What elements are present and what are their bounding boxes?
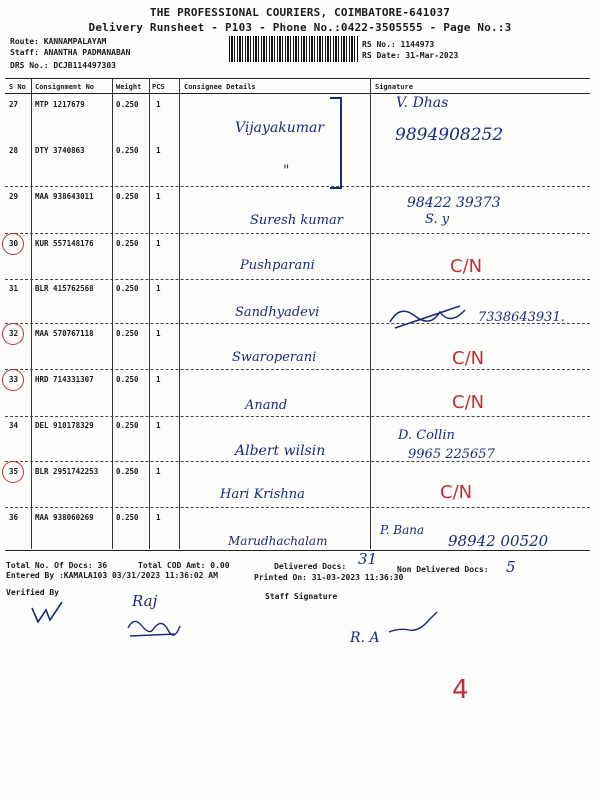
- route-label: Route: KANNAMPALAYAM: [10, 37, 107, 46]
- row-sno: 27: [9, 100, 19, 109]
- col-rule: [31, 79, 32, 549]
- row-weight: 0.250: [116, 375, 139, 384]
- row-sno: 31: [9, 284, 19, 293]
- row-sno: 34: [9, 421, 19, 430]
- row-pcs: 1: [156, 375, 161, 384]
- col-rule: [179, 79, 180, 549]
- row-weight: 0.250: [116, 239, 139, 248]
- row-consignment: MTP 1217679: [35, 100, 85, 109]
- row-sno: 28: [9, 146, 19, 155]
- page-mark: 4: [452, 675, 469, 705]
- delivered-label: Delivered Docs:: [274, 562, 347, 571]
- row-consignment: MAA 938060269: [35, 513, 94, 522]
- row-consignment: DEL 910178329: [35, 421, 94, 430]
- rs-number: RS No.: 1144973: [362, 40, 435, 49]
- staff-signature-icon: [385, 610, 445, 640]
- row-consignment: MAA 570767118: [35, 329, 94, 338]
- row-divider: [5, 233, 590, 234]
- signature-phone: 9965 225657: [408, 447, 495, 462]
- col-consignment: Consignment No: [35, 83, 95, 91]
- row-pcs: 1: [156, 284, 161, 293]
- row-weight: 0.250: [116, 100, 139, 109]
- company-title: THE PROFESSIONAL COURIERS, COIMBATORE-641037: [149, 6, 451, 19]
- total-cod: Total COD Amt: 0.00: [138, 561, 230, 570]
- verified-by-label: Verified By: [6, 588, 59, 597]
- table-bottom-rule: [5, 550, 590, 551]
- row-pcs: 1: [156, 467, 161, 476]
- row-consignment: BLR 2951742253: [35, 467, 99, 476]
- entered-by: Entered By :KAMALA103 03/31/2023 11:36:02 AM: [6, 571, 218, 580]
- row-sno: 33: [9, 375, 19, 384]
- row-pcs: 1: [156, 100, 161, 109]
- signature-phone: 9894908252: [395, 125, 504, 145]
- consignee-handwriting: Marudhachalam: [228, 534, 328, 548]
- consignee-handwriting: Swaroperani: [232, 350, 317, 365]
- bracket-mark: [330, 97, 342, 189]
- consignee-handwriting: Pushparani: [240, 258, 315, 273]
- row-weight: 0.250: [116, 284, 139, 293]
- row-weight: 0.250: [116, 146, 139, 155]
- verifier-check-icon: [28, 598, 68, 628]
- consignee-handwriting: Anand: [245, 398, 288, 413]
- signature-phone: 98942 00520: [448, 532, 549, 550]
- row-pcs: 1: [156, 146, 161, 155]
- col-pcs: PCS: [152, 83, 165, 91]
- signature-handwriting: P. Bana: [380, 523, 425, 537]
- cn-mark: C/N: [452, 392, 485, 413]
- signature-phone: 98422 39373: [407, 195, 501, 211]
- row-pcs: 1: [156, 192, 161, 201]
- consignee-handwriting: Hari Krishna: [220, 487, 305, 502]
- header-bottom-rule: [5, 93, 590, 94]
- staff-handwriting: R. A: [350, 630, 380, 646]
- row-pcs: 1: [156, 329, 161, 338]
- row-sno: 32: [9, 329, 19, 338]
- verifier-signature-icon: [124, 614, 184, 642]
- table-top-rule: [5, 78, 590, 79]
- row-pcs: 1: [156, 421, 161, 430]
- cn-mark: C/N: [440, 482, 473, 503]
- runsheet-title: Delivery Runsheet - P103 - Phone No.:0422-3505555 - Page No.:3: [88, 21, 512, 34]
- row-weight: 0.250: [116, 513, 139, 522]
- row-divider: [5, 461, 590, 462]
- ditto-mark: ": [283, 163, 290, 179]
- row-divider: [5, 279, 590, 280]
- delivered-count: 31: [358, 550, 378, 568]
- scribbled-signature-icon: [385, 302, 475, 332]
- staff-signature-label: Staff Signature: [265, 592, 338, 601]
- row-consignment: HRD 714331307: [35, 375, 94, 384]
- col-weight: Weight: [116, 83, 142, 91]
- col-signature: Signature: [375, 83, 413, 91]
- row-sno: 29: [9, 192, 19, 201]
- row-pcs: 1: [156, 513, 161, 522]
- consignee-handwriting: Vijayakumar: [235, 120, 325, 136]
- col-rule: [112, 79, 113, 549]
- row-consignment: BLR 415762568: [35, 284, 94, 293]
- row-weight: 0.250: [116, 467, 139, 476]
- col-consignee: Consignee Details: [184, 83, 256, 91]
- signature-handwriting: S. y: [425, 212, 450, 227]
- row-divider: [5, 369, 590, 370]
- non-delivered-count: 5: [506, 558, 516, 576]
- row-divider: [5, 507, 590, 508]
- signature-handwriting: V. Dhas: [396, 95, 449, 111]
- row-weight: 0.250: [116, 329, 139, 338]
- consignee-handwriting: Suresh kumar: [250, 213, 343, 228]
- signature-phone: 7338643931.: [478, 310, 565, 325]
- row-sno: 30: [9, 239, 19, 248]
- drs-number: DRS No.: DCJB114497303: [10, 61, 116, 70]
- consignee-handwriting: Sandhyadevi: [235, 305, 320, 320]
- non-delivered-label: Non Delivered Docs:: [397, 565, 489, 574]
- verifier-handwriting: Raj: [132, 592, 158, 610]
- row-weight: 0.250: [116, 192, 139, 201]
- row-pcs: 1: [156, 239, 161, 248]
- printed-on: Printed On: 31-03-2023 11:36:30: [254, 573, 404, 582]
- row-divider: [5, 416, 590, 417]
- consignee-handwriting: Albert wilsin: [235, 443, 326, 459]
- row-divider: [5, 186, 590, 187]
- row-consignment: MAA 938643011: [35, 192, 94, 201]
- row-sno: 36: [9, 513, 19, 522]
- cn-mark: C/N: [450, 256, 483, 277]
- signature-handwriting: D. Collin: [398, 428, 455, 443]
- cn-mark: C/N: [452, 348, 485, 369]
- row-consignment: DTY 3740863: [35, 146, 85, 155]
- col-rule: [370, 79, 371, 549]
- row-weight: 0.250: [116, 421, 139, 430]
- total-docs: Total No. Of Docs: 36: [6, 561, 108, 570]
- barcode: [229, 36, 359, 62]
- col-rule: [149, 79, 150, 549]
- staff-label: Staff: ANANTHA PADMANABAN: [10, 48, 131, 57]
- row-consignment: KUR 557148176: [35, 239, 94, 248]
- col-sno: S No: [9, 83, 26, 91]
- row-sno: 35: [9, 467, 19, 476]
- rs-date: RS Date: 31-Mar-2023: [362, 51, 459, 60]
